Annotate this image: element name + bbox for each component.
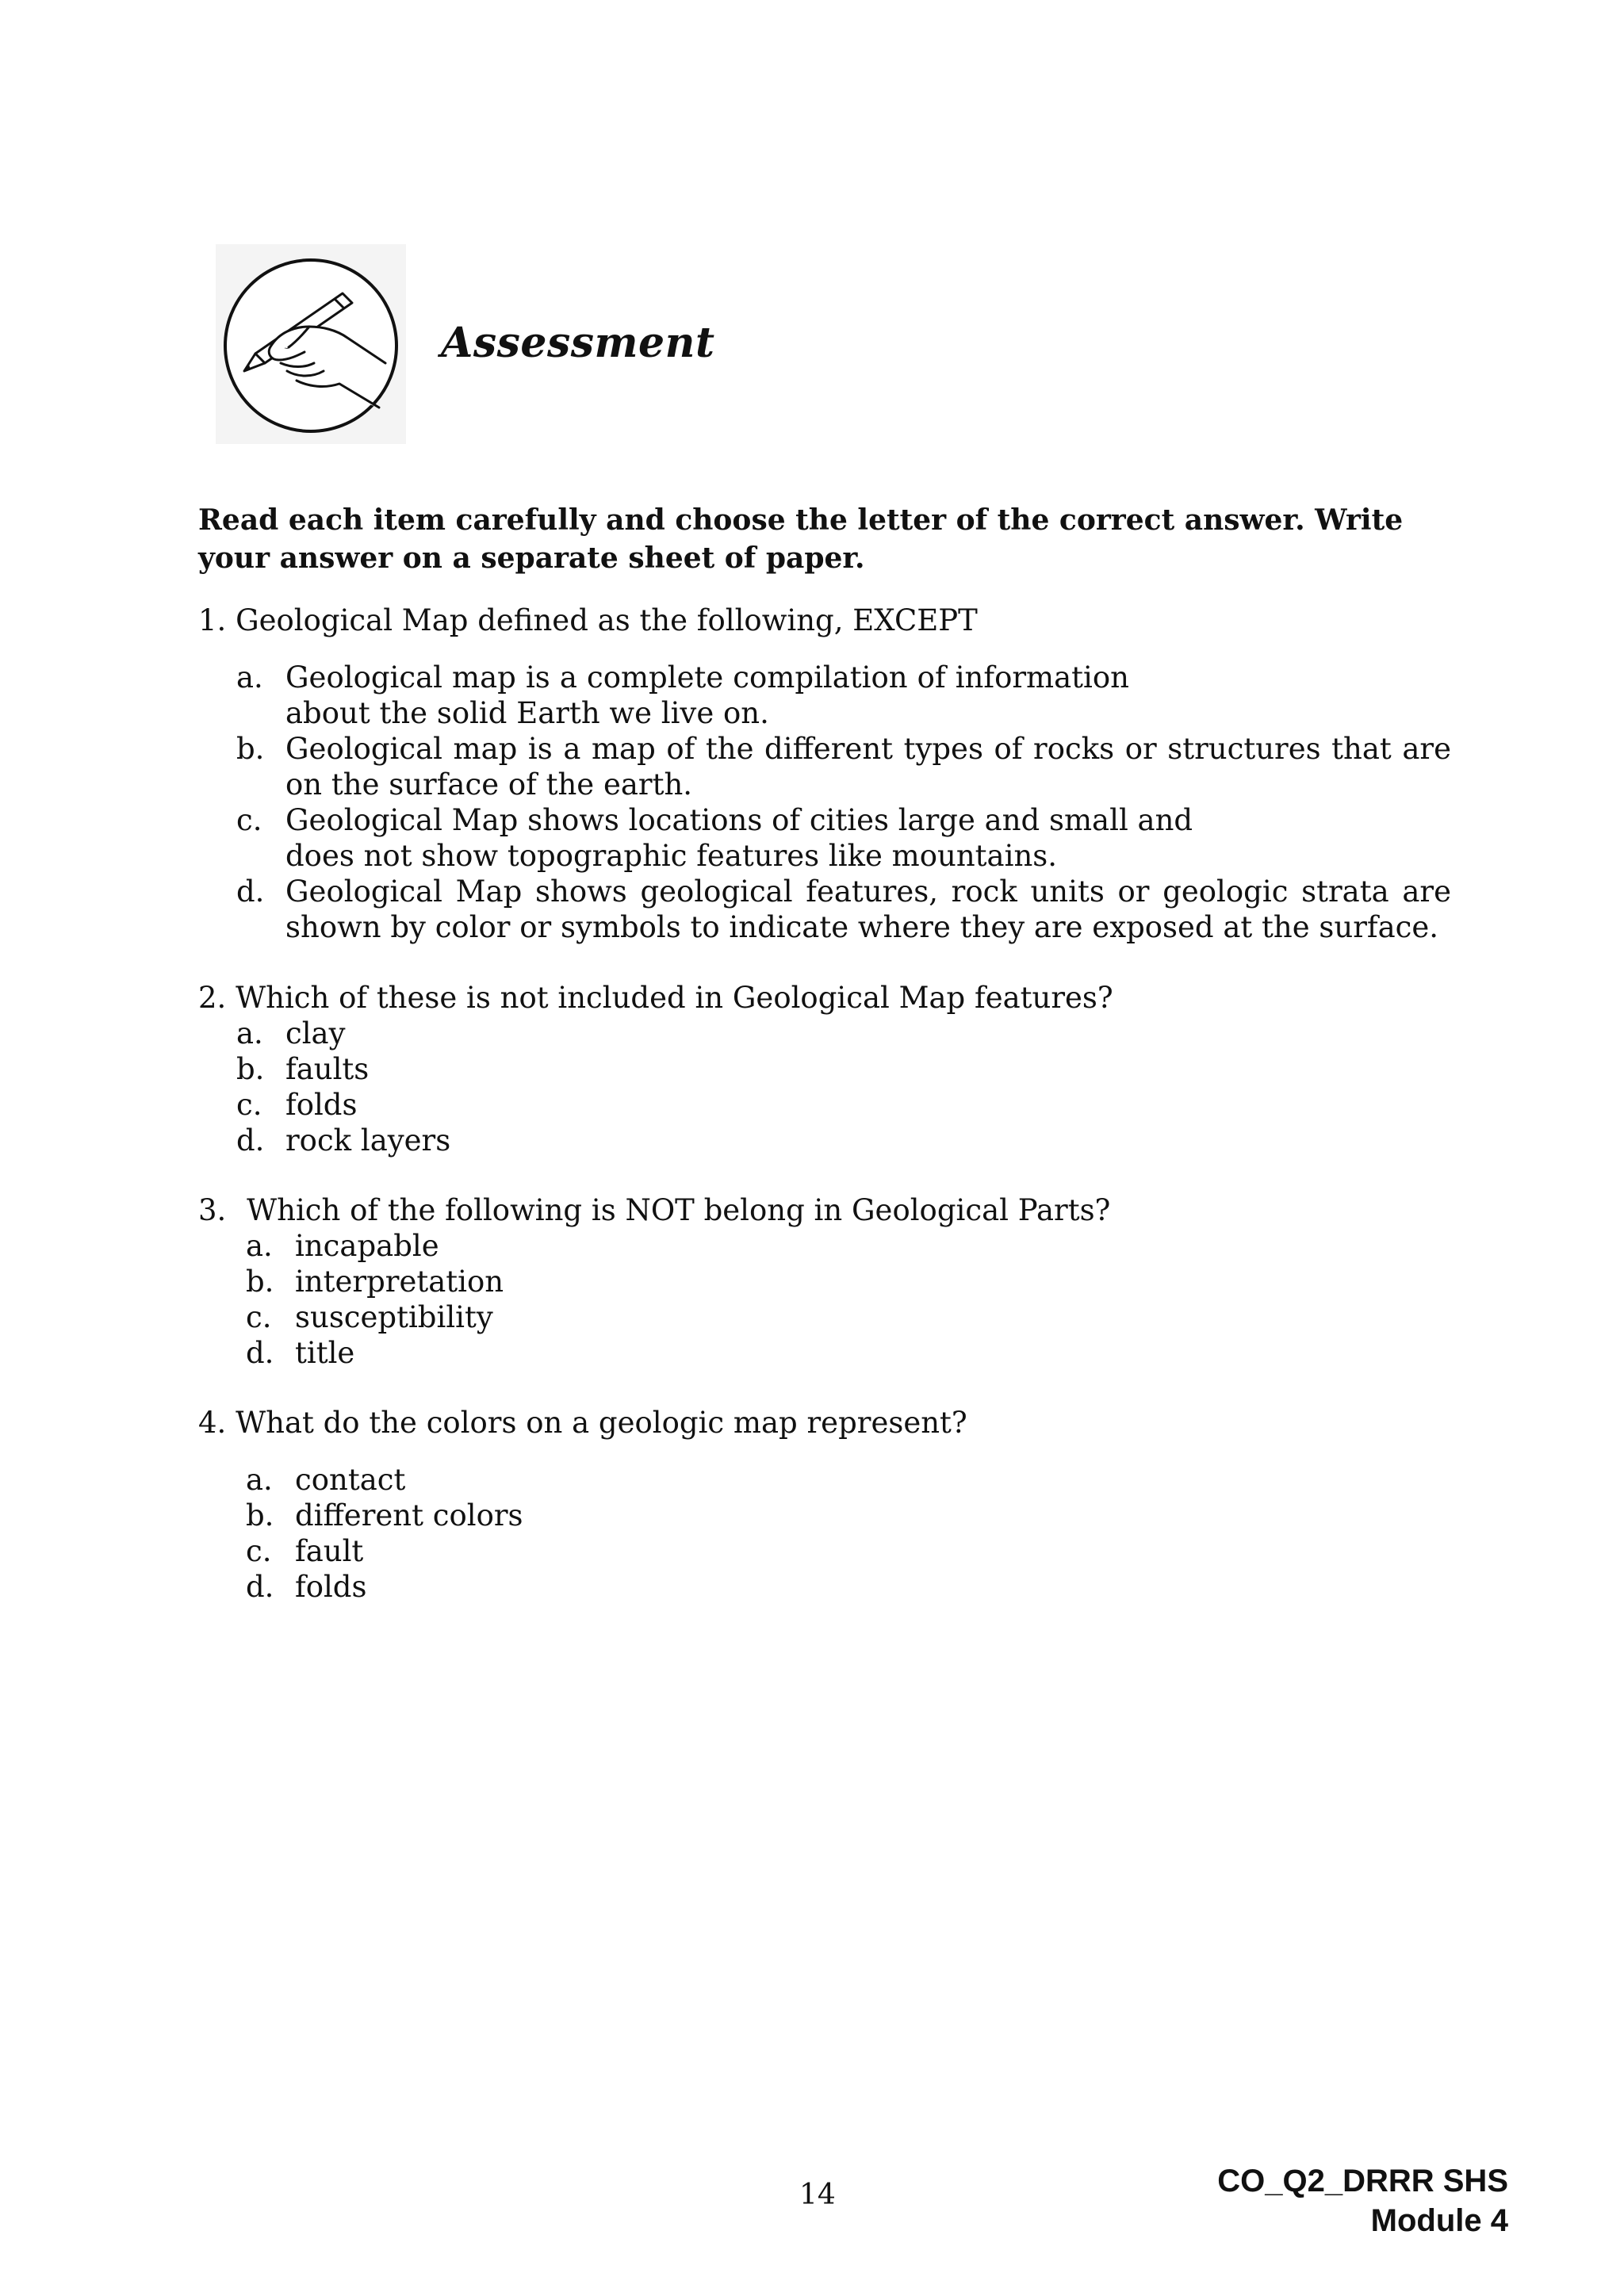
option-text: incapable xyxy=(295,1229,439,1263)
option-letter: b. xyxy=(236,1052,265,1086)
question-stem: Which of these is not included in Geological Map features? xyxy=(236,981,1113,1015)
option-text: folds xyxy=(285,1088,358,1122)
question-number: 3. xyxy=(198,1193,227,1227)
question-1 xyxy=(198,603,1451,951)
option-text: Geological Map shows locations of cities large and small and does not show topographic features like mountains. xyxy=(285,803,1193,873)
instructions: Read each item carefully and choose the letter of the correct answer. Write your answer on a separate sheet of paper. xyxy=(198,503,1404,575)
page-number: 14 xyxy=(799,2179,836,2211)
option-text: rock layers xyxy=(285,1123,451,1158)
option-text: fault xyxy=(295,1534,364,1568)
question-number: 4. xyxy=(198,1406,227,1440)
option-letter: a. xyxy=(236,1016,263,1050)
question-number: 1. xyxy=(198,603,227,637)
option-text: interpretation xyxy=(295,1265,504,1299)
question-stem: Which of the following is NOT belong in Geological Parts? xyxy=(247,1193,1111,1227)
option-c xyxy=(236,1087,712,1123)
option-letter: b. xyxy=(246,1265,274,1299)
option-letter: a. xyxy=(236,660,263,695)
option-d xyxy=(236,874,1451,945)
question-stem: What do the colors on a geologic map represent? xyxy=(236,1406,967,1440)
option-b xyxy=(246,1264,722,1299)
option-d xyxy=(246,1335,722,1371)
option-a xyxy=(246,1228,722,1264)
option-text: title xyxy=(295,1336,355,1370)
option-letter: b. xyxy=(246,1498,274,1533)
question-3 xyxy=(198,1192,1435,1375)
option-text: different colors xyxy=(295,1498,523,1533)
option-a xyxy=(246,1462,722,1498)
option-letter: c. xyxy=(246,1300,272,1334)
option-letter: a. xyxy=(246,1463,273,1497)
module-code xyxy=(1217,2161,1508,2241)
option-letter: d. xyxy=(236,874,265,909)
option-c xyxy=(246,1533,722,1569)
option-c xyxy=(236,802,1372,874)
option-text: clay xyxy=(285,1016,346,1050)
question-number: 2. xyxy=(198,981,227,1015)
option-c xyxy=(246,1299,722,1335)
question-4 xyxy=(198,1405,1435,1611)
option-a xyxy=(236,660,1372,731)
option-d xyxy=(246,1569,722,1605)
option-letter: b. xyxy=(236,732,265,766)
option-letter: d. xyxy=(236,1123,265,1158)
module-code-line2: Module 4 xyxy=(1370,2203,1508,2238)
section-title: Assessment xyxy=(441,319,715,367)
option-letter: c. xyxy=(246,1534,272,1568)
module-code-line1: CO_Q2_DRRR SHS xyxy=(1217,2164,1508,2198)
option-letter: c. xyxy=(236,803,262,837)
option-letter: d. xyxy=(246,1570,274,1604)
hand-writing-pencil-icon xyxy=(216,244,406,444)
option-b xyxy=(246,1498,722,1533)
question-2 xyxy=(198,980,1435,1162)
option-letter: d. xyxy=(246,1336,274,1370)
option-text: Geological map is a map of the different types of rocks or structures that are on the surface of the earth. xyxy=(285,732,1451,802)
option-letter: a. xyxy=(246,1229,273,1263)
option-text: contact xyxy=(295,1463,406,1497)
option-text: susceptibility xyxy=(295,1300,493,1334)
option-letter: c. xyxy=(236,1088,262,1122)
option-b xyxy=(236,731,1451,802)
option-a xyxy=(236,1016,712,1051)
option-text: Geological map is a complete compilation of information about the solid Earth we live on. xyxy=(285,660,1129,730)
option-d xyxy=(236,1123,712,1158)
option-b xyxy=(236,1051,712,1087)
option-text: faults xyxy=(285,1052,370,1086)
question-stem: Geological Map defined as the following, EXCEPT xyxy=(236,603,978,637)
option-text: Geological Map shows geological features, rock units or geologic strata are shown by color or symbols to indicate where they are exposed at the surface. xyxy=(285,874,1451,944)
option-text: folds xyxy=(295,1570,367,1604)
